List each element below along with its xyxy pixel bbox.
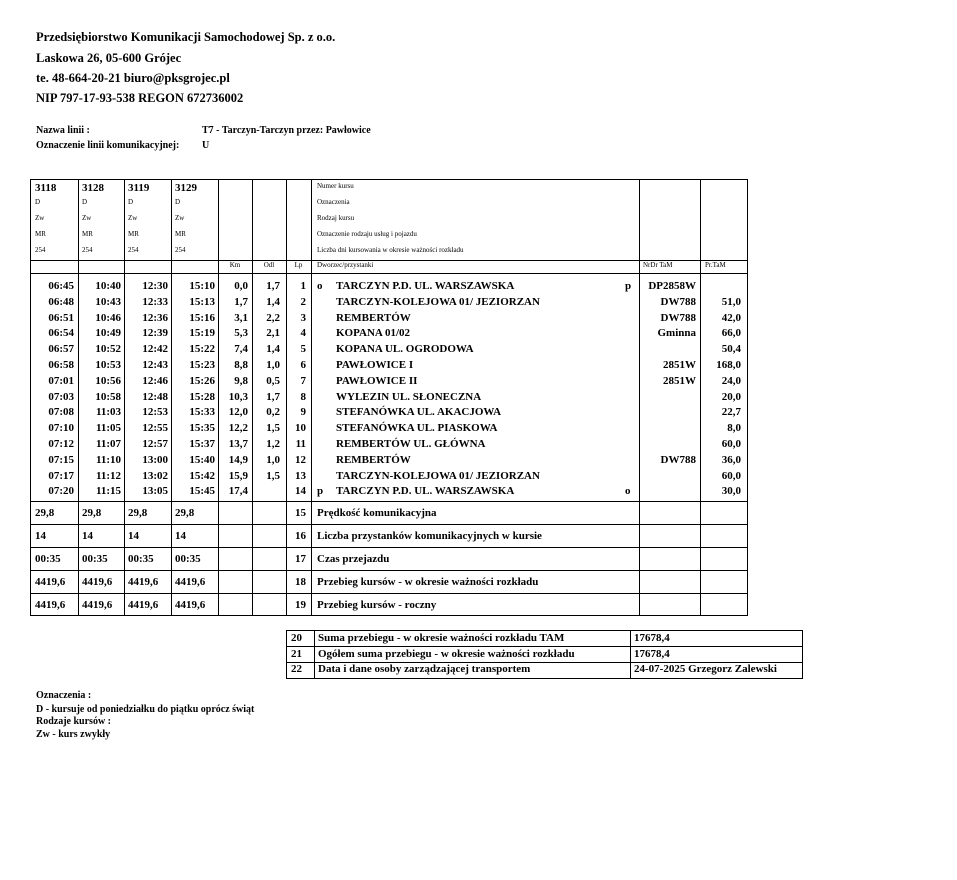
departure-time: 11:15 [95, 485, 121, 498]
stop-name: TARCZYN P.D. UL. WARSZAWSKA [336, 280, 515, 292]
summary-value: 00:35 [35, 553, 61, 565]
departure-time: 12:57 [142, 438, 168, 450]
tam-distance: 22,7 [721, 406, 741, 419]
departure-time: 15:42 [189, 469, 215, 482]
departure-time: 12:42 [142, 343, 168, 356]
stop-name: TARCZYN P.D. UL. WARSZAWSKA [336, 485, 515, 498]
grid-hline [31, 570, 747, 571]
line-designation-value: U [202, 140, 210, 151]
totals-label: Ogółem suma przebiegu - w okresie ważności rozkładu [318, 647, 575, 660]
departure-time: 15:33 [189, 406, 215, 419]
label-liczba-dni: Liczba dni kursowania w okresie ważności rozkładu [317, 246, 464, 254]
stop-lp: 1 [300, 280, 306, 292]
stop-lp: 8 [300, 390, 306, 403]
departure-time: 07:17 [48, 469, 74, 482]
stop-km: 17,4 [228, 485, 248, 498]
tam-distance: 8,0 [727, 422, 741, 435]
departure-time: 15:45 [189, 485, 215, 498]
road-number: Gminna [657, 327, 696, 340]
summary-value: 14 [128, 530, 139, 542]
stop-name: REMBERTÓW [336, 311, 411, 324]
tam-distance: 24,0 [721, 374, 741, 387]
departure-time: 06:48 [48, 295, 74, 308]
departure-time: 06:51 [48, 311, 74, 324]
departure-time: 12:36 [142, 311, 168, 324]
departure-time: 10:40 [95, 280, 121, 292]
summary-value: 4419,6 [128, 576, 159, 588]
totals-table [286, 630, 803, 679]
grid-hline [31, 547, 747, 548]
road-number: 2851W [663, 359, 696, 371]
grid-vline [314, 631, 315, 678]
grid-vline [311, 180, 312, 615]
company-contact: te. 48-664-20-21 biuro@pksgrojec.pl [36, 71, 230, 85]
totals-lp: 21 [291, 647, 302, 660]
label-oznaczenia: Oznaczenia [317, 198, 350, 206]
stop-name: STEFANÓWKA UL. AKACJOWA [336, 406, 502, 419]
stop-km: 3,1 [234, 311, 248, 324]
stop-distance: 0,2 [266, 406, 280, 419]
stop-suffix-mark: p [625, 280, 632, 292]
stop-km: 7,4 [234, 343, 248, 356]
course-days-count: 254 [35, 246, 46, 254]
tam-distance: 36,0 [721, 453, 741, 466]
grid-hline [31, 273, 747, 274]
course-number: 3118 [35, 182, 57, 194]
summary-label: Prędkość komunikacyjna [317, 507, 437, 519]
departure-time: 15:19 [189, 327, 215, 340]
totals-value: 17678,4 [634, 632, 670, 644]
stop-km: 10,3 [228, 390, 248, 403]
summary-value: 29,8 [175, 507, 195, 519]
label-rodzaj-kursu: Rodzaj kursu [317, 214, 355, 222]
departure-time: 07:20 [48, 485, 74, 498]
departure-time: 15:22 [189, 343, 215, 356]
totals-label: Suma przebiegu - w okresie ważności rozkładu TAM [318, 632, 565, 644]
summary-value: 4419,6 [35, 599, 66, 611]
stop-distance: 2,2 [266, 311, 280, 324]
departure-time: 12:33 [142, 295, 168, 308]
stop-distance: 2,1 [266, 327, 280, 340]
totals-value: 24-07-2025 Grzegorz Zalewski [634, 663, 777, 676]
summary-lp: 16 [295, 530, 306, 542]
stop-km: 15,9 [228, 469, 248, 482]
stop-lp: 3 [300, 311, 306, 324]
company-name: Przedsiębiorstwo Komunikacji Samochodowej Sp. z o.o. [36, 30, 336, 44]
stop-km: 0,0 [234, 280, 248, 292]
stop-km: 8,8 [234, 359, 248, 371]
departure-time: 12:53 [142, 406, 168, 419]
stop-km: 14,9 [228, 453, 248, 466]
stop-name: PAWŁOWICE II [336, 374, 418, 387]
summary-lp: 15 [295, 507, 306, 519]
stop-km: 12,0 [228, 406, 248, 419]
stop-distance: 1,7 [266, 280, 280, 292]
road-number: 2851W [663, 374, 696, 387]
departure-time: 07:15 [48, 453, 74, 466]
stop-lp: 2 [300, 295, 306, 308]
departure-time: 11:10 [95, 453, 121, 466]
departure-time: 15:35 [189, 422, 215, 435]
course-number: 3129 [175, 182, 197, 194]
stop-lp: 14 [295, 485, 306, 498]
timetable [30, 179, 748, 616]
stop-distance: 1,5 [266, 422, 280, 435]
departure-time: 11:03 [95, 406, 121, 419]
departure-time: 15:10 [189, 280, 215, 292]
departure-time: 11:12 [95, 469, 121, 482]
course-days-count: 254 [128, 246, 139, 254]
departure-time: 12:39 [142, 327, 168, 340]
summary-lp: 18 [295, 576, 306, 588]
road-number: DW788 [660, 453, 696, 466]
departure-time: 10:49 [95, 327, 121, 340]
stop-lp: 7 [300, 374, 306, 387]
departure-time: 12:43 [142, 359, 168, 371]
stop-name: TARCZYN-KOLEJOWA 01/ JEZIORZAN [336, 469, 540, 482]
departure-time: 15:16 [189, 311, 215, 324]
summary-value: 29,8 [128, 507, 148, 519]
grid-hline [31, 501, 747, 502]
departure-time: 06:54 [48, 327, 74, 340]
stop-lp: 5 [300, 343, 306, 356]
stop-lp: 11 [295, 438, 306, 450]
stop-distance: 1,7 [266, 390, 280, 403]
stop-name: REMBERTÓW UL. GŁÓWNA [336, 438, 486, 450]
grid-hline [31, 524, 747, 525]
tam-distance: 66,0 [721, 327, 741, 340]
summary-value: 4419,6 [175, 599, 206, 611]
tam-distance: 51,0 [721, 295, 741, 308]
course-days-count: 254 [82, 246, 93, 254]
stop-lp: 12 [295, 453, 306, 466]
stop-name: WYLEZIN UL. SŁONECZNA [336, 390, 482, 403]
label-odl: Odl [263, 261, 275, 269]
legend-oznaczenia-d: D - kursuje od poniedziałku do piątku oprócz świąt [36, 704, 255, 715]
course-vehicle: MR [82, 230, 93, 238]
tam-distance: 60,0 [721, 438, 741, 450]
legend-rodzaje-title: Rodzaje kursów : [36, 716, 111, 727]
departure-time: 13:00 [142, 453, 168, 466]
summary-value: 4419,6 [82, 599, 113, 611]
stop-distance: 1,0 [266, 359, 280, 371]
summary-label: Przebieg kursów - w okresie ważności rozkładu [317, 576, 539, 588]
course-mark: D [175, 198, 181, 206]
grid-hline [31, 593, 747, 594]
course-vehicle: MR [128, 230, 139, 238]
summary-value: 14 [35, 530, 46, 542]
summary-value: 29,8 [82, 507, 102, 519]
tam-distance: 60,0 [721, 469, 741, 482]
departure-time: 12:30 [142, 280, 168, 292]
stop-distance: 1,2 [266, 438, 280, 450]
tam-distance: 42,0 [721, 311, 741, 324]
departure-time: 10:58 [95, 390, 121, 403]
departure-time: 15:23 [189, 359, 215, 371]
stop-distance: 0,5 [266, 374, 280, 387]
stop-distance: 1,5 [266, 469, 280, 482]
departure-time: 07:08 [48, 406, 74, 419]
stop-name: REMBERTÓW [336, 453, 411, 466]
stop-name: TARCZYN-KOLEJOWA 01/ JEZIORZAN [336, 295, 540, 308]
label-oznaczenie-rodzaju: Oznaczenie rodzaju usług i pojazdu [317, 230, 417, 238]
tam-distance: 30,0 [721, 485, 741, 498]
stop-km: 1,7 [234, 295, 248, 308]
departure-time: 15:40 [189, 453, 215, 466]
stop-prefix-mark: o [317, 280, 323, 292]
stop-km: 13,7 [228, 438, 248, 450]
departure-time: 07:12 [48, 438, 74, 450]
label-lp: Lp [294, 261, 303, 269]
stop-km: 5,3 [234, 327, 248, 340]
course-type: Zw [175, 214, 185, 222]
summary-value: 14 [82, 530, 93, 542]
stop-km: 9,8 [234, 374, 248, 387]
course-number: 3119 [128, 182, 150, 194]
totals-value: 17678,4 [634, 647, 670, 660]
course-mark: D [128, 198, 134, 206]
tam-distance: 168,0 [716, 359, 741, 371]
line-name-value: T7 - Tarczyn-Tarczyn przez: Pawłowice [202, 125, 371, 136]
label-nrdr: NrDr TaM [643, 261, 673, 269]
company-ids: NIP 797-17-93-538 REGON 672736002 [36, 91, 244, 105]
stop-km: 12,2 [228, 422, 248, 435]
departure-time: 10:52 [95, 343, 121, 356]
departure-time: 15:13 [189, 295, 215, 308]
course-mark: D [82, 198, 88, 206]
stop-lp: 6 [300, 359, 306, 371]
label-prtam: Pr.TaM [705, 261, 726, 269]
summary-lp: 17 [295, 553, 306, 565]
departure-time: 13:05 [142, 485, 168, 498]
departure-time: 10:43 [95, 295, 121, 308]
departure-time: 06:58 [48, 359, 74, 371]
departure-time: 10:46 [95, 311, 121, 324]
stop-distance: 1,4 [266, 343, 280, 356]
summary-value: 00:35 [128, 553, 154, 565]
company-address: Laskowa 26, 05-600 Grójec [36, 51, 182, 65]
tam-distance: 20,0 [721, 390, 741, 403]
course-days-count: 254 [175, 246, 186, 254]
label-numer-kursu: Numer kursu [317, 182, 354, 190]
departure-time: 12:46 [142, 374, 168, 387]
course-mark: D [35, 198, 41, 206]
grid-vline [630, 631, 631, 678]
summary-label: Liczba przystanków komunikacyjnych w kursie [317, 530, 542, 542]
line-name-label: Nazwa linii : [36, 125, 90, 136]
departure-time: 07:10 [48, 422, 74, 435]
departure-time: 07:01 [48, 374, 74, 387]
stop-name: KOPANA 01/02 [336, 327, 411, 340]
summary-value: 00:35 [175, 553, 201, 565]
road-number: DW788 [660, 311, 696, 324]
departure-time: 15:37 [189, 438, 215, 450]
departure-time: 12:55 [142, 422, 168, 435]
legend-rodzaje-zw: Zw - kurs zwykły [36, 729, 111, 740]
departure-time: 06:57 [48, 343, 74, 356]
summary-lp: 19 [295, 599, 306, 611]
summary-value: 29,8 [35, 507, 55, 519]
summary-label: Przebieg kursów - roczny [317, 599, 437, 611]
departure-time: 10:53 [95, 359, 121, 371]
course-vehicle: MR [175, 230, 186, 238]
label-dworzec: Dworzec/przystanki [317, 261, 374, 269]
departure-time: 06:45 [48, 280, 74, 292]
label-km: Km [229, 261, 241, 269]
totals-label: Data i dane osoby zarządzającej transportem [318, 663, 531, 676]
stop-distance: 1,4 [266, 295, 280, 308]
stop-suffix-mark: o [625, 485, 631, 498]
departure-time: 11:05 [95, 422, 121, 435]
stop-lp: 4 [300, 327, 306, 340]
summary-label: Czas przejazdu [317, 553, 390, 565]
road-number: DP2858W [648, 280, 696, 292]
tam-distance: 50,4 [721, 343, 741, 356]
summary-value: 14 [175, 530, 186, 542]
course-vehicle: MR [35, 230, 46, 238]
departure-time: 12:48 [142, 390, 168, 403]
departure-time: 10:56 [95, 374, 121, 387]
summary-value: 00:35 [82, 553, 108, 565]
departure-time: 13:02 [142, 469, 168, 482]
stop-prefix-mark: p [317, 485, 324, 498]
grid-vline [639, 180, 640, 615]
departure-time: 15:28 [189, 390, 215, 403]
course-type: Zw [128, 214, 138, 222]
legend-oznaczenia-title: Oznaczenia : [36, 690, 92, 701]
summary-value: 4419,6 [128, 599, 159, 611]
summary-value: 4419,6 [175, 576, 206, 588]
road-number: DW788 [660, 295, 696, 308]
summary-value: 4419,6 [82, 576, 113, 588]
stop-name: STEFANÓWKA UL. PIASKOWA [336, 422, 498, 435]
stop-name: PAWŁOWICE I [336, 359, 414, 371]
course-number: 3128 [82, 182, 104, 194]
course-type: Zw [82, 214, 92, 222]
stop-lp: 13 [295, 469, 306, 482]
totals-lp: 22 [291, 663, 302, 676]
stop-lp: 9 [300, 406, 306, 419]
line-designation-label: Oznaczenie linii komunikacyjnej: [36, 140, 180, 151]
course-type: Zw [35, 214, 45, 222]
departure-time: 15:26 [189, 374, 215, 387]
stop-distance: 1,0 [266, 453, 280, 466]
stop-name: KOPANA UL. OGRODOWA [336, 343, 474, 356]
totals-lp: 20 [291, 632, 302, 644]
stop-lp: 10 [295, 422, 306, 435]
departure-time: 11:07 [95, 438, 121, 450]
departure-time: 07:03 [48, 390, 74, 403]
summary-value: 4419,6 [35, 576, 66, 588]
